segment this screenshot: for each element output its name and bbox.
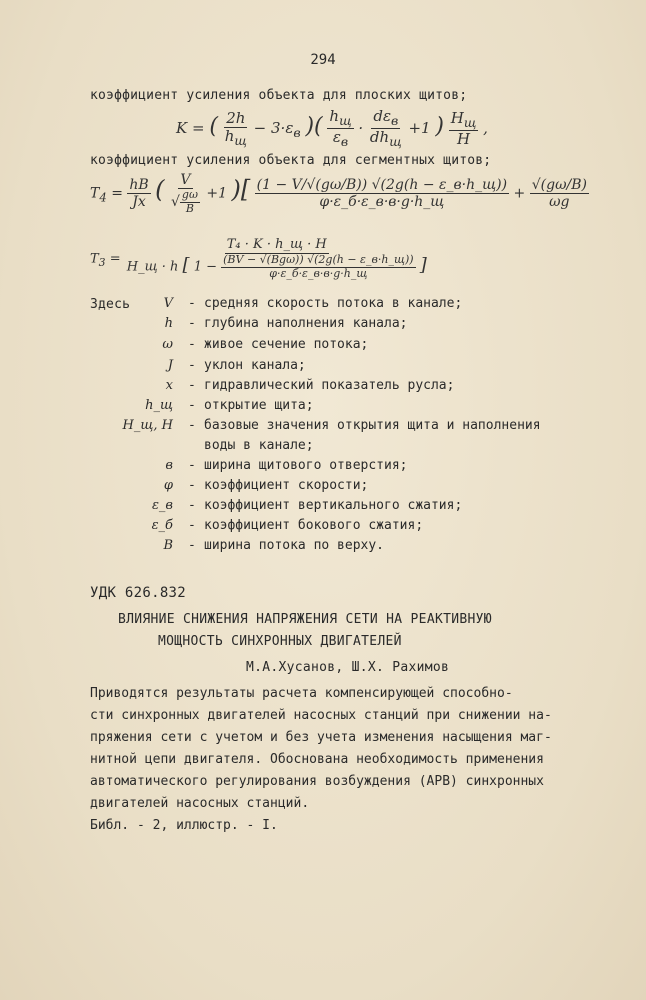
article-authors: М.А.Хусанов, Ш.Х. Рахимов	[246, 660, 450, 675]
here-word: Здесь	[90, 297, 131, 312]
abstract-line: Приводятся результаты расчета компенсирующей способно-	[90, 686, 513, 701]
udk-code: УДК 626.832	[90, 585, 187, 601]
formula-t3-inner: $\frac{\text{(BV − √(Bgω)) √(2g(h − ε\_в·h\_щ))}}{\varphi\cdot\varepsilon\_б\cdot\varepsilon\_в\cdot в\cdot g\cdot h\_щ}$	[223, 252, 414, 280]
article-title-line2: МОЩНОСТЬ СИНХРОННЫХ ДВИГАТЕЛЕЙ	[158, 634, 402, 649]
abstract-line: двигателей насосных станций.	[90, 796, 310, 811]
formula-k-lhs: K =	[176, 118, 205, 137]
formula-t4-big: $\frac{(1 - V/√(g\omega/B)) √(2g(h - \varepsilon\_в\cdot h\_щ))}{\varphi\cdot\varepsilon\_б\cdot\varepsilon\_в\cdot в\cdot g\cdot h\_щ}$	[256, 177, 508, 211]
intro-flat-shields: коэффициент усиления объекта для плоских щитов;	[90, 88, 468, 103]
abstract-line: нитной цепи двигателя. Обоснована необходимость применения	[90, 752, 544, 767]
formula-k-frac1: $\frac{2h}{h_щ}$	[224, 108, 247, 148]
formula-t3: $T_3$ = T₄ · K · h_щ · H H_щ · h [ 1 − $\frac{\text{(BV − √(Bgω)) √(2g(h − ε\_в·h\_щ))}}{\varphi\cdot\varepsilon\_б\cdot\varepsilon\_в\cdot в\cdot g\cdot h\_щ}$ ]	[90, 237, 427, 280]
bibliography-line: Библ. - 2, иллюстр. - I.	[90, 818, 278, 833]
formula-k-frac3: $\frac{d\varepsilon_в}{dh_щ}$	[369, 107, 402, 150]
intro-segment-shields: коэффициент усиления объекта для сегментных щитов;	[90, 153, 492, 168]
formula-t4-coef: $\frac{hB}{Jx}$	[129, 177, 149, 211]
formula-t4: $T_4$ = $\frac{hB}{Jx}$ ( V √ $\frac{g\omega}{B}$ +1 )[ $\frac{(1 - V/√(g\omega/B)) √(2g(h - \varepsilon\_в\cdot h\_щ))}{\varphi\cdot\varepsilon\_б\cdot\varepsilon\_в\cdot в\cdot g\cdot h\_щ}$ + $\frac{√(g\omega/B)}{\omega g}$	[90, 172, 587, 215]
abstract-line: автоматического регулирования возбуждения (АРВ) синхронных	[90, 774, 544, 789]
article-title-line1: ВЛИЯНИЕ СНИЖЕНИЯ НАПРЯЖЕНИЯ СЕТИ НА РЕАКТИВНУЮ	[118, 612, 492, 627]
abstract-line: пряжения сети с учетом и без учета изменения насыщения маг-	[90, 730, 552, 745]
page-number: 294	[310, 52, 336, 68]
formula-t4-inner: V √ $\frac{g\omega}{B}$	[171, 172, 198, 215]
abstract-line: сти синхронных двигателей насосных станций при снижении на-	[90, 708, 552, 723]
document-page: 294 коэффициент усиления объекта для плоских щитов; K = ( $\frac{2h}{h_щ}$ − $3\cdot\varepsilon_в$ )( $\frac{h_щ}{\varepsilon_в}$ · $\frac{d\varepsilon_в}{dh_щ}$ +1 ) $\frac{H_щ}{H}$ , коэффициент усиления объекта для сегментных щитов; $T_4$ = $\frac{hB}{Jx}$ ( V √ $\frac{g\omega}{B}$ +1 )[ $\frac{(1 - V/√(g\omega/B)) √(2g(h - \varepsilon\_в\cdot h\_щ))}{\varphi\cdot\varepsilon\_б\cdot\varepsilon\_в\cdot в\cdot g\cdot h\_щ}$ + $\frac{√(g\omega/B)}{\omega g}$ $T_3$ = T₄ · K · h_щ · H H_щ · h [ 1 − $\frac{\text{(BV − √(Bgω)) √(2g(h − ε\_в·h\_щ))}}{\varphi\cdot\varepsilon\_б\cdot\varepsilon\_в\cdot в\cdot g\cdot h\_щ}$ ] Здесь V - средняя скорость потока в канале; h - глубина наполнения канала; ω - живое сечение потока; J - уклон канала; x - гидравлический показатель русла; h_щ - открытие щита; H_щ, H - базовые значения открытия щита и наполнения воды в канале; в - ширина щитового отверстия; φ - коэффициент скорости; ε_в - коэффициент вертикального сжатия; ε_б - коэффициент бокового сжатия; B - ширина потока по верху. УДК 626.832 ВЛИЯНИЕ СНИЖЕНИЯ НАПРЯЖЕНИЯ СЕТИ НА РЕАКТИВНУЮ МОЩНОСТЬ СИНХРОННЫХ ДВИГАТЕЛЕЙ М.А.Хусанов, Ш.Х. Рахимов Приводятся результаты расчета компенсирующей способно- сти синхронных двигателей насосных станций при снижении на- пряжения сети с учетом и без учета изменения насыщения маг- нитной цепи двигателя. Обоснована необходимость применения автоматического регулирования возбуждения (АРВ) синхронных двигателей насосных станций. Библ. - 2, иллюстр. - I.	[0, 0, 646, 1000]
formula-t4-right: $\frac{√(g\omega/B)}{\omega g}$	[531, 177, 587, 211]
formula-k: K = ( $\frac{2h}{h_щ}$ − $3\cdot\varepsilon_в$ )( $\frac{h_щ}{\varepsilon_в}$ · $\frac{d\varepsilon_в}{dh_щ}$ +1 ) $\frac{H_щ}{H}$ ,	[176, 107, 488, 150]
formula-t3-main: T₄ · K · h_щ · H H_щ · h [ 1 − $\frac{\text{(BV − √(Bgω)) √(2g(h − ε\_в·h\_щ))}}{\varphi\cdot\varepsilon\_б\cdot\varepsilon\_в\cdot в\cdot g\cdot h\_щ}$ ]	[126, 237, 427, 280]
formula-k-frac2: $\frac{h_щ}{\varepsilon_в}$	[329, 107, 352, 150]
formula-k-frac4: $\frac{H_щ}{H}$	[450, 108, 477, 148]
